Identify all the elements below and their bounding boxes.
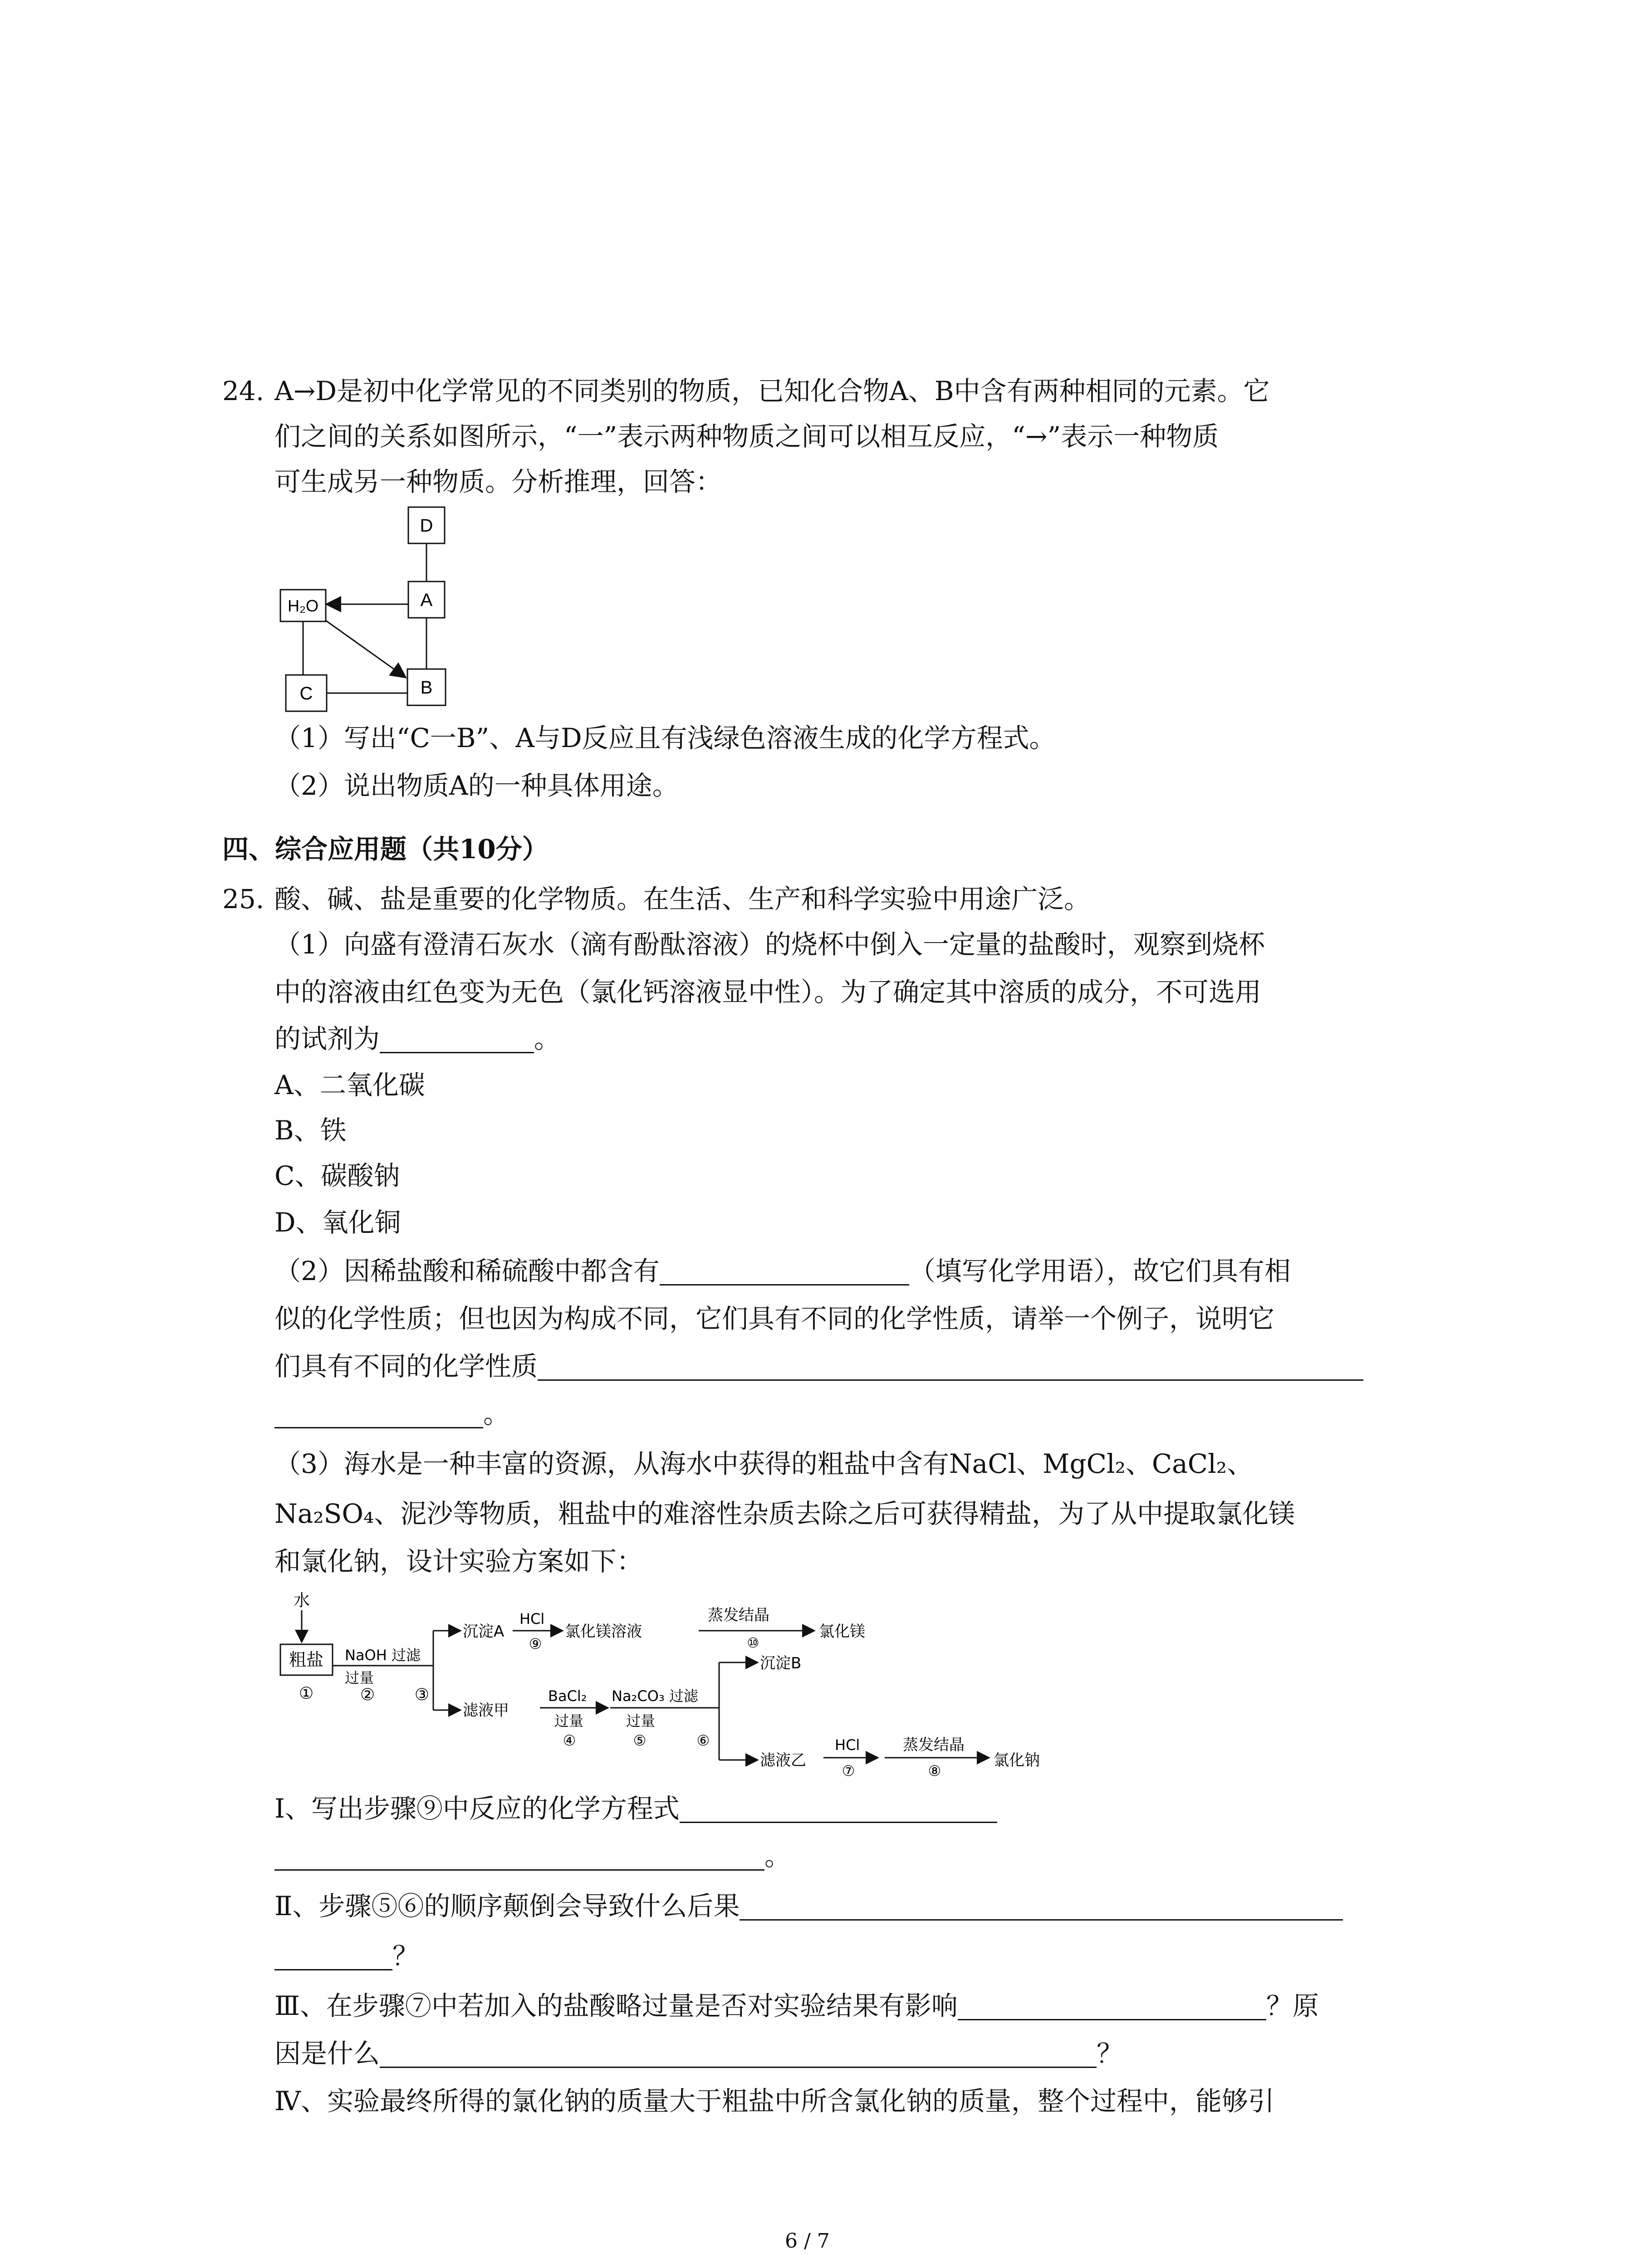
answer-blank-i-cont[interactable] bbox=[274, 1843, 764, 1871]
answer-blank-3[interactable] bbox=[538, 1353, 1363, 1381]
label-d: D bbox=[420, 516, 433, 536]
flow-step-1: ① bbox=[299, 1684, 314, 1703]
label-c: C bbox=[299, 684, 313, 704]
item-iii-line2: 因是什么 bbox=[274, 2038, 380, 2069]
flow-step-6: ⑥ bbox=[696, 1732, 710, 1749]
item-ii-end: ？ bbox=[392, 1941, 419, 1971]
q25-item-i-cont bbox=[274, 1842, 791, 1871]
item-i-text: Ⅰ、写出步骤⑨中反应的化学方程式 bbox=[274, 1793, 680, 1824]
answer-blank-iii-b[interactable] bbox=[380, 2040, 1097, 2068]
label-b: B bbox=[420, 678, 433, 698]
flow-filtrate-a: 滤液甲 bbox=[463, 1701, 509, 1720]
flow-step-8: ⑧ bbox=[928, 1762, 941, 1779]
q24-stem-line2: 们之间的关系如图所示，“一”表示两种物质之间可以相互反应，“→”表示一种物质 bbox=[274, 421, 1219, 452]
label-a: A bbox=[420, 590, 433, 610]
p2-line4-end: 。 bbox=[483, 1398, 510, 1429]
q25-p1-line2: 中的溶液由红色变为无色（氯化钙溶液显中性）。为了确定其中溶质的成分，不可选用 bbox=[274, 977, 1262, 1007]
answer-blank-ii[interactable] bbox=[740, 1893, 1343, 1921]
flow-mgcl2: 氯化镁 bbox=[819, 1623, 865, 1641]
q25-item-i bbox=[274, 1794, 997, 1823]
flow-water: 水 bbox=[293, 1591, 310, 1610]
option-a: A、二氧化碳 bbox=[274, 1070, 425, 1100]
option-b: B、铁 bbox=[274, 1115, 347, 1146]
flow-ppt-b: 沉淀B bbox=[760, 1654, 802, 1672]
p2-line1-b: （填写化学用语），故它们具有相 bbox=[909, 1256, 1291, 1286]
flow-step-4: ④ bbox=[563, 1732, 576, 1749]
flow-naoh: NaOH 过滤 bbox=[345, 1647, 421, 1664]
q25-item-ii bbox=[274, 1892, 1343, 1921]
q25-p1-line3 bbox=[274, 1024, 560, 1053]
answer-blank-ii-cont[interactable] bbox=[274, 1943, 392, 1970]
q25-p2-line1 bbox=[274, 1256, 1291, 1286]
option-d: D、氧化铜 bbox=[274, 1207, 401, 1238]
label-h2o: H₂O bbox=[288, 596, 318, 615]
item-i-end: 。 bbox=[764, 1841, 791, 1872]
flow-hcl-1: HCl bbox=[519, 1610, 545, 1628]
q25-item-iv: Ⅳ、实验最终所得的氯化钠的质量大于粗盐中所含氯化钠的质量，整个过程中，能够引 bbox=[274, 2086, 1274, 2116]
flow-crude: 粗盐 bbox=[289, 1650, 324, 1670]
flow-na2co3: Na₂CO₃ 过滤 bbox=[612, 1687, 698, 1705]
flow-excess-5: 过量 bbox=[626, 1712, 656, 1730]
answer-blank-iii-a[interactable] bbox=[958, 1993, 1266, 2020]
flow-step-10: ⑩ bbox=[747, 1635, 759, 1651]
answer-blank-i[interactable] bbox=[680, 1795, 997, 1823]
q24-stem-line3: 可生成另一种物质。分析推理，回答： bbox=[274, 466, 722, 497]
flow-step-2: ② bbox=[360, 1686, 375, 1704]
q24-sub2: （2）说出物质A的一种具体用途。 bbox=[274, 770, 679, 801]
p1-line3-end: 。 bbox=[534, 1023, 561, 1054]
flow-mgcl2-solution: 氯化镁溶液 bbox=[565, 1623, 642, 1641]
item-iii-end: ？ bbox=[1097, 2038, 1123, 2069]
p1-line3-text: 的试剂为 bbox=[274, 1023, 380, 1054]
flow-hcl-2: HCl bbox=[835, 1736, 860, 1754]
item-ii-text: Ⅱ、步骤⑤⑥的顺序颠倒会导致什么后果 bbox=[274, 1891, 740, 1921]
flow-step-7: ⑦ bbox=[842, 1762, 855, 1779]
flow-step-3: ③ bbox=[414, 1686, 430, 1704]
item-iii-text: Ⅲ、在步骤⑦中若加入的盐酸略过量是否对实验结果有影响 bbox=[274, 1990, 958, 2021]
flow-bacl2: BaCl₂ bbox=[548, 1687, 587, 1705]
q24-relationship-diagram bbox=[272, 503, 463, 717]
flow-evap-2: 蒸发结晶 bbox=[903, 1736, 965, 1754]
flow-step-5: ⑤ bbox=[633, 1732, 647, 1749]
q25-item-iii bbox=[274, 1991, 1319, 2020]
q24-sub1: （1）写出“C一B”、A与D反应且有浅绿色溶液生成的化学方程式。 bbox=[274, 723, 1056, 753]
q25-p3-line3: 和氯化钠，设计实验方案如下： bbox=[274, 1546, 643, 1577]
q25-item-ii-cont bbox=[274, 1941, 419, 1970]
flow-step-9: ⑨ bbox=[529, 1635, 542, 1652]
q25-item-iii-line2 bbox=[274, 2039, 1123, 2068]
answer-blank-1[interactable] bbox=[380, 1026, 534, 1053]
flow-evap-1: 蒸发结晶 bbox=[708, 1606, 769, 1624]
q25-p1-line1: （1）向盛有澄清石灰水（滴有酚酞溶液）的烧杯中倒入一定量的盐酸时，观察到烧杯 bbox=[274, 929, 1265, 960]
q24-number: 24. bbox=[222, 376, 265, 406]
q24-stem-line1: A→D是初中化学常见的不同类别的物质，已知化合物A、B中含有两种相同的元素。它 bbox=[274, 376, 1270, 406]
p2-line3-text: 们具有不同的化学性质 bbox=[274, 1351, 538, 1382]
flow-nacl: 氯化钠 bbox=[994, 1751, 1040, 1769]
p2-line1-a: （2）因稀盐酸和稀硫酸中都含有 bbox=[274, 1256, 660, 1286]
flow-filter-excess: 过量 bbox=[345, 1669, 374, 1686]
q25-p2-line3 bbox=[274, 1352, 1363, 1381]
salt-process-flowchart bbox=[272, 1588, 1134, 1787]
q25-p3-line1: （3）海水是一种丰富的资源，从海水中获得的粗盐中含有NaCl、MgCl₂、CaCl₂、 bbox=[274, 1448, 1253, 1479]
flow-excess-4: 过量 bbox=[554, 1712, 584, 1730]
section-title: 四、综合应用题（共10分） bbox=[222, 834, 549, 865]
flow-ppt-a: 沉淀A bbox=[463, 1623, 505, 1641]
answer-blank-2[interactable] bbox=[660, 1258, 909, 1286]
q25-stem: 酸、碱、盐是重要的化学物质。在生活、生产和科学实验中用途广泛。 bbox=[274, 884, 1091, 914]
option-c: C、碳酸钠 bbox=[274, 1160, 400, 1191]
q25-p2-line4 bbox=[274, 1399, 509, 1428]
q25-p3-line2: Na₂SO₄、泥沙等物质，粗盐中的难溶性杂质去除之后可获得精盐，为了从中提取氯化镁 bbox=[274, 1498, 1295, 1529]
answer-blank-3-cont[interactable] bbox=[274, 1401, 483, 1428]
page-number: 6 / 7 bbox=[785, 2229, 830, 2253]
q25-p2-line2: 似的化学性质；但也因为构成不同，它们具有不同的化学性质，请举一个例子，说明它 bbox=[274, 1303, 1275, 1334]
q25-number: 25. bbox=[222, 884, 265, 914]
arrow-h2o-b bbox=[326, 621, 405, 677]
flow-filtrate-b: 滤液乙 bbox=[760, 1751, 806, 1769]
item-iii-mid: ？原 bbox=[1266, 1990, 1319, 2021]
